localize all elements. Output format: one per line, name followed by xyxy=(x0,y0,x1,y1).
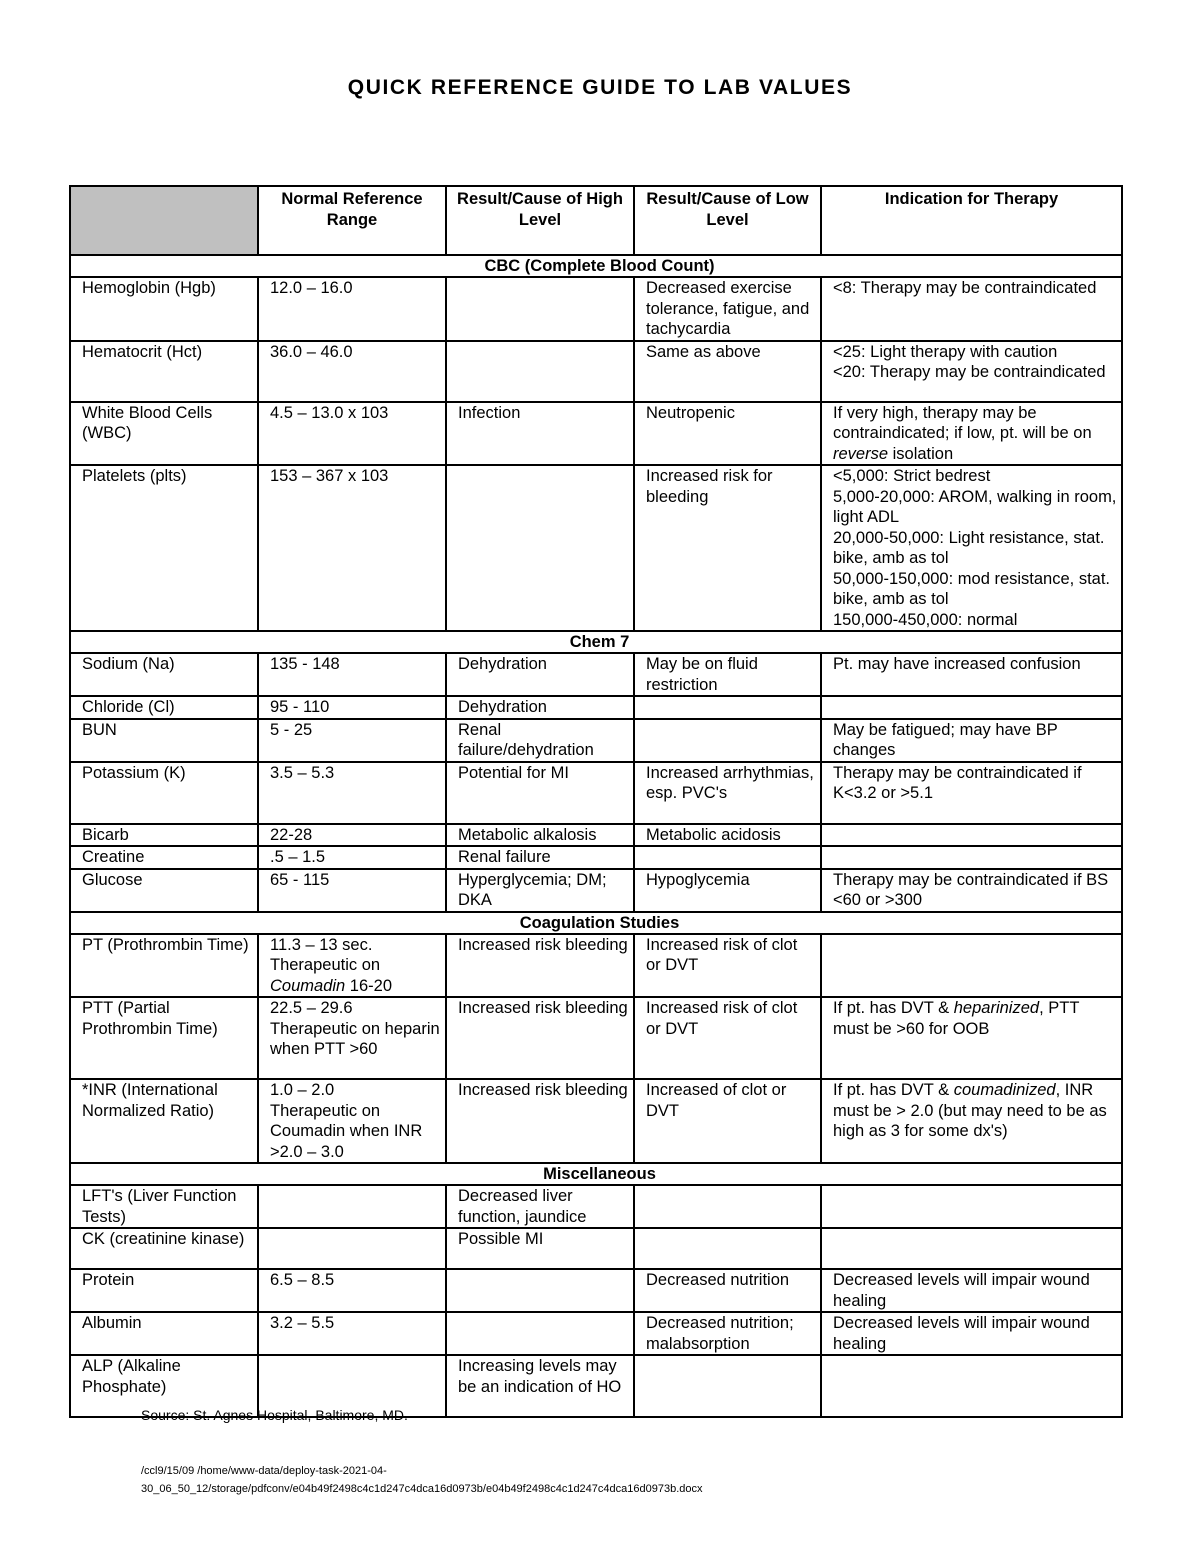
table-row xyxy=(70,465,1122,631)
cell-range: 12.0 – 16.0 xyxy=(258,277,446,341)
table-row xyxy=(70,1269,1122,1312)
cell-high: Metabolic alkalosis xyxy=(446,824,634,847)
cell-low: Increased risk of clot or DVT xyxy=(634,934,821,998)
cell-therapy: Therapy may be contraindicated if K<3.2 or >5.1 xyxy=(821,762,1122,824)
cell-high: Increased risk bleeding xyxy=(446,1079,634,1163)
cell-high xyxy=(446,1269,634,1312)
header-low-level: Result/Cause of Low Level xyxy=(634,186,821,255)
cell-range: 1.0 – 2.0 Therapeutic on Coumadin when INR >2.0 – 3.0 xyxy=(258,1079,446,1163)
cell-high: Infection xyxy=(446,402,634,466)
cell-therapy xyxy=(821,1185,1122,1228)
section-row xyxy=(70,255,1122,277)
table-row xyxy=(70,846,1122,869)
cell-therapy: <25: Light therapy with caution <20: Therapy may be contraindicated xyxy=(821,341,1122,402)
cell-high xyxy=(446,1312,634,1355)
header-indication-therapy: Indication for Therapy xyxy=(821,186,1122,255)
cell-low xyxy=(634,719,821,762)
cell-therapy: <5,000: Strict bedrest 5,000-20,000: AROM, walking in room, light ADL 20,000-50,000: Light resistance, stat. bike, amb as tol 50,000-150,000: mod resistance, stat. bike, amb as tol 150,000-450,000: normal xyxy=(821,465,1122,631)
section-heading: Coagulation Studies xyxy=(70,912,1122,934)
table-row xyxy=(70,1228,1122,1269)
cell-low: Neutropenic xyxy=(634,402,821,466)
cell-low: Decreased exercise tolerance, fatigue, and tachycardia xyxy=(634,277,821,341)
cell-low: Increased risk for bleeding xyxy=(634,465,821,631)
cell-high: Renal failure xyxy=(446,846,634,869)
table-row xyxy=(70,719,1122,762)
cell-low: May be on fluid restriction xyxy=(634,653,821,696)
cell-test: White Blood Cells (WBC) xyxy=(70,402,258,466)
table-row xyxy=(70,934,1122,998)
cell-low: Decreased nutrition xyxy=(634,1269,821,1312)
cell-test: Platelets (plts) xyxy=(70,465,258,631)
section-row xyxy=(70,912,1122,934)
cell-therapy xyxy=(821,696,1122,719)
cell-test: PT (Prothrombin Time) xyxy=(70,934,258,998)
cell-high: Decreased liver function, jaundice xyxy=(446,1185,634,1228)
cell-low: Increased arrhythmias, esp. PVC's xyxy=(634,762,821,824)
cell-high xyxy=(446,465,634,631)
cell-range: 95 - 110 xyxy=(258,696,446,719)
cell-range: 65 - 115 xyxy=(258,869,446,912)
section-heading: Chem 7 xyxy=(70,631,1122,653)
cell-low: Increased risk of clot or DVT xyxy=(634,997,821,1079)
cell-therapy: Decreased levels will impair wound healing xyxy=(821,1269,1122,1312)
cell-range: 135 - 148 xyxy=(258,653,446,696)
section-row xyxy=(70,1163,1122,1185)
cell-high: Possible MI xyxy=(446,1228,634,1269)
section-row xyxy=(70,631,1122,653)
table-row xyxy=(70,997,1122,1079)
cell-high: Increased risk bleeding xyxy=(446,934,634,998)
cell-low xyxy=(634,696,821,719)
cell-test: Protein xyxy=(70,1269,258,1312)
cell-range: 4.5 – 13.0 x 103 xyxy=(258,402,446,466)
cell-high: Increasing levels may be an indication of HO xyxy=(446,1355,634,1417)
cell-therapy xyxy=(821,1228,1122,1269)
table-row xyxy=(70,1079,1122,1163)
cell-range xyxy=(258,1228,446,1269)
cell-high: Increased risk bleeding xyxy=(446,997,634,1079)
page-title: QUICK REFERENCE GUIDE TO LAB VALUES xyxy=(347,76,853,99)
cell-range: .5 – 1.5 xyxy=(258,846,446,869)
section-heading: Miscellaneous xyxy=(70,1163,1122,1185)
cell-therapy xyxy=(821,934,1122,998)
source-note: Source: St. Agnes Hospital, Baltimore, MD. xyxy=(141,1407,408,1423)
cell-therapy xyxy=(821,846,1122,869)
cell-range xyxy=(258,1185,446,1228)
cell-high: Hyperglycemia; DM; DKA xyxy=(446,869,634,912)
table-row xyxy=(70,341,1122,402)
cell-therapy xyxy=(821,824,1122,847)
table-row xyxy=(70,1185,1122,1228)
cell-range: 6.5 – 8.5 xyxy=(258,1269,446,1312)
cell-test: Glucose xyxy=(70,869,258,912)
cell-therapy: If pt. has DVT & coumadinized, INR must be > 2.0 (but may need to be as high as 3 for some dx's) xyxy=(821,1079,1122,1163)
cell-therapy: <8: Therapy may be contraindicated xyxy=(821,277,1122,341)
section-heading: CBC (Complete Blood Count) xyxy=(70,255,1122,277)
cell-therapy: If pt. has DVT & heparinized, PTT must be >60 for OOB xyxy=(821,997,1122,1079)
cell-low xyxy=(634,846,821,869)
cell-test: Potassium (K) xyxy=(70,762,258,824)
cell-low: Decreased nutrition; malabsorption xyxy=(634,1312,821,1355)
cell-range: 3.2 – 5.5 xyxy=(258,1312,446,1355)
cell-test: LFT's (Liver Function Tests) xyxy=(70,1185,258,1228)
table-row xyxy=(70,653,1122,696)
cell-low xyxy=(634,1355,821,1417)
cell-test: BUN xyxy=(70,719,258,762)
table-row xyxy=(70,1312,1122,1355)
cell-therapy: Therapy may be contraindicated if BS <60 or >300 xyxy=(821,869,1122,912)
cell-high xyxy=(446,277,634,341)
cell-range: 3.5 – 5.3 xyxy=(258,762,446,824)
cell-test: CK (creatinine kinase) xyxy=(70,1228,258,1269)
cell-range: 11.3 – 13 sec. Therapeutic on Coumadin 16-20 xyxy=(258,934,446,998)
table-row xyxy=(70,869,1122,912)
cell-low xyxy=(634,1185,821,1228)
cell-test: Albumin xyxy=(70,1312,258,1355)
cell-test: PTT (Partial Prothrombin Time) xyxy=(70,997,258,1079)
cell-low: Same as above xyxy=(634,341,821,402)
cell-test: Hematocrit (Hct) xyxy=(70,341,258,402)
cell-high xyxy=(446,341,634,402)
cell-therapy: May be fatigued; may have BP changes xyxy=(821,719,1122,762)
cell-low: Increased of clot or DVT xyxy=(634,1079,821,1163)
cell-high: Potential for MI xyxy=(446,762,634,824)
table-row xyxy=(70,277,1122,341)
cell-low: Metabolic acidosis xyxy=(634,824,821,847)
header-corner-cell xyxy=(70,186,258,255)
cell-test: Creatine xyxy=(70,846,258,869)
file-path-footer: /ccl9/15/09 /home/www-data/deploy-task-2021-04-30_06_50_12/storage/pdfconv/e04b49f2498c4c1d247c4dca16d0973b/e04b49f2498c4c1d247c4dca16d0973b.docx xyxy=(141,1465,703,1495)
cell-range: 5 - 25 xyxy=(258,719,446,762)
cell-range: 22-28 xyxy=(258,824,446,847)
header-normal-range: Normal Reference Range xyxy=(258,186,446,255)
table-row xyxy=(70,696,1122,719)
cell-range: 36.0 – 46.0 xyxy=(258,341,446,402)
cell-range: 153 – 367 x 103 xyxy=(258,465,446,631)
lab-values-table xyxy=(69,185,1123,1418)
cell-low xyxy=(634,1228,821,1269)
cell-therapy: If very high, therapy may be contraindicated; if low, pt. will be on reverse isolation xyxy=(821,402,1122,466)
cell-low: Hypoglycemia xyxy=(634,869,821,912)
cell-therapy xyxy=(821,1355,1122,1417)
cell-high: Dehydration xyxy=(446,653,634,696)
table-row xyxy=(70,762,1122,824)
table-body xyxy=(70,255,1122,1417)
cell-test: Sodium (Na) xyxy=(70,653,258,696)
cell-test: Chloride (Cl) xyxy=(70,696,258,719)
cell-test: Hemoglobin (Hgb) xyxy=(70,277,258,341)
table-row xyxy=(70,402,1122,466)
cell-high: Dehydration xyxy=(446,696,634,719)
table-row xyxy=(70,824,1122,847)
cell-therapy: Pt. may have increased confusion xyxy=(821,653,1122,696)
cell-test: ALP (Alkaline Phosphate) xyxy=(70,1355,258,1417)
cell-test: Bicarb xyxy=(70,824,258,847)
cell-test: *INR (International Normalized Ratio) xyxy=(70,1079,258,1163)
cell-high: Renal failure/dehydration xyxy=(446,719,634,762)
header-high-level: Result/Cause of High Level xyxy=(446,186,634,255)
cell-therapy: Decreased levels will impair wound healing xyxy=(821,1312,1122,1355)
cell-range: 22.5 – 29.6 Therapeutic on heparin when PTT >60 xyxy=(258,997,446,1079)
header-row xyxy=(70,186,1122,255)
